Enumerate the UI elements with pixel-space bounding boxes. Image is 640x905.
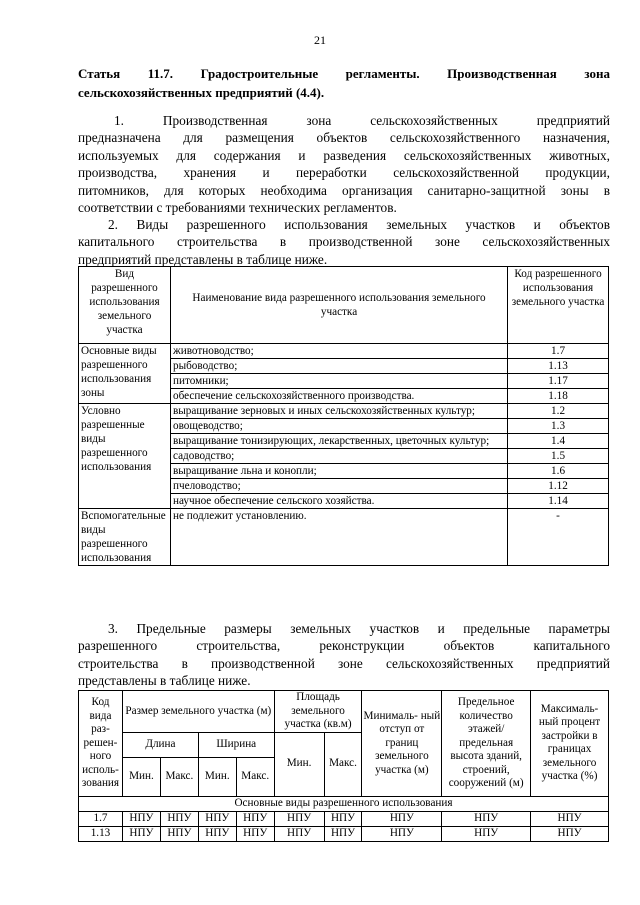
paragraph-line: капитального строительства в производственной зоне сельскохозяйственных — [78, 234, 610, 250]
use-code-cell: 1.7 — [508, 344, 609, 359]
article-title-line-2: сельскохозяйственных предприятий (4.4). — [78, 85, 325, 100]
paragraph-line: соответствии с требованиями технических регламентов. — [78, 200, 397, 216]
group-label-cell: Вспомогательные виды разрешенного использования — [79, 509, 171, 566]
section-row — [79, 796, 609, 811]
use-name-cell: выращивание зерновых и иных сельскохозяйственных культур; — [170, 404, 507, 419]
value-cell: НПУ — [160, 826, 198, 841]
table-header-row — [79, 267, 609, 344]
value-cell: НПУ — [324, 826, 362, 841]
value-cell: НПУ — [531, 811, 609, 826]
use-name-cell: научное обеспечение сельского хозяйства. — [170, 494, 507, 509]
header-cell-floors: Предельное количество этажей/ предельная высота зданий, строений, сооружений (м) — [442, 691, 531, 797]
header-cell-width: Ширина — [198, 732, 274, 757]
value-cell: НПУ — [160, 811, 198, 826]
header-cell-area-min: Мин. — [274, 732, 324, 796]
use-name-cell: пчеловодство; — [170, 479, 507, 494]
use-name-cell: животноводство; — [170, 344, 507, 359]
value-cell: НПУ — [198, 811, 236, 826]
paragraph-line: предприятий представлены в таблице ниже. — [78, 251, 328, 267]
paragraph-line: разрешенного строительства, реконструкции объектов капитального — [78, 638, 610, 654]
group-label-cell: Основные виды разрешенного использования зоны — [79, 344, 171, 404]
table-row — [79, 509, 609, 566]
code-cell: 1.7 — [79, 811, 123, 826]
use-code-cell: 1.6 — [508, 464, 609, 479]
use-name-cell: питомники; — [170, 374, 507, 389]
use-code-cell: - — [508, 509, 609, 566]
value-cell: НПУ — [531, 826, 609, 841]
paragraph-line: 1. Производственная зона сельскохозяйственных предприятий — [114, 113, 610, 128]
group-label-cell: Условно разрешенные виды разрешенного использования — [79, 404, 171, 509]
table-row — [79, 404, 609, 419]
paragraph-line: производства, хранения и переработки сельскохозяйственной продукции, — [78, 165, 610, 181]
value-cell: НПУ — [442, 826, 531, 841]
paragraph-line: строительства в производственной зоне сельскохозяйственных предприятий — [78, 655, 610, 671]
header-cell-setback: Минималь- ный отступ от границ земельного участка (м) — [362, 691, 442, 797]
table-row — [79, 811, 609, 826]
value-cell: НПУ — [442, 811, 531, 826]
paragraph-line: предназначена для размещения объектов сельскохозяйственного назначения, — [78, 130, 610, 146]
use-code-cell: 1.5 — [508, 449, 609, 464]
use-code-cell: 1.3 — [508, 419, 609, 434]
value-cell: НПУ — [274, 826, 324, 841]
paragraph-line: 2. Виды разрешенного использования земельных участков и объектов — [108, 217, 610, 232]
use-code-cell: 1.4 — [508, 434, 609, 449]
header-cell-width-min: Мин. — [198, 757, 236, 796]
value-cell: НПУ — [362, 826, 442, 841]
header-cell-percent: Максималь- ный процент застройки в границах земельного участка (%) — [531, 691, 609, 797]
paragraph-line: 3. Предельные размеры земельных участков и предельные параметры — [108, 621, 610, 636]
parameters-table — [78, 690, 609, 842]
header-cell: Код разрешенного использования земельного участка — [508, 267, 609, 344]
value-cell: НПУ — [236, 826, 274, 841]
value-cell: НПУ — [122, 826, 160, 841]
use-name-cell: рыбоводство; — [170, 359, 507, 374]
paragraph-1 — [78, 112, 610, 216]
table-row — [79, 344, 609, 359]
value-cell: НПУ — [198, 826, 236, 841]
page-number: 21 — [314, 33, 326, 47]
section-cell: Основные виды разрешенного использования — [79, 796, 609, 811]
use-name-cell: овощеводство; — [170, 419, 507, 434]
header-cell-area-max: Макс. — [324, 732, 362, 796]
header-cell: Вид разрешенного использования земельного участка — [79, 267, 171, 344]
use-name-cell: обеспечение сельскохозяйственного производства. — [170, 389, 507, 404]
use-name-cell: выращивание льна и конопли; — [170, 464, 507, 479]
paragraph-line: представлены в таблице ниже. — [78, 673, 251, 689]
use-code-cell: 1.2 — [508, 404, 609, 419]
article-title-line-1: Статья 11.7. Градостроительные регламенты. Производственная зона — [78, 66, 610, 81]
paragraph-line: питомников, для которых необходима организация санитарно-защитной зоны в — [78, 182, 610, 198]
value-cell: НПУ — [122, 811, 160, 826]
use-code-cell: 1.12 — [508, 479, 609, 494]
land-use-types-table — [78, 266, 609, 566]
table-row — [79, 826, 609, 841]
header-cell-code: Код вида раз- решен- ного исполь- зования — [79, 691, 123, 797]
value-cell: НПУ — [362, 811, 442, 826]
table-header-row — [79, 691, 609, 733]
paragraph-line: используемых для содержания и разведения сельскохозяйственных животных, — [78, 147, 610, 163]
paragraph-3 — [78, 620, 610, 690]
header-cell-area: Площадь земельного участка (кв.м) — [274, 691, 362, 733]
header-cell-length-max: Макс. — [160, 757, 198, 796]
header-cell-size: Размер земельного участка (м) — [122, 691, 274, 733]
value-cell: НПУ — [236, 811, 274, 826]
use-code-cell: 1.17 — [508, 374, 609, 389]
article-title — [78, 64, 610, 102]
use-code-cell: 1.18 — [508, 389, 609, 404]
use-name-cell: не подлежит установлению. — [170, 509, 507, 566]
use-name-cell: выращивание тонизирующих, лекарственных, цветочных культур; — [170, 434, 507, 449]
use-name-cell: садоводство; — [170, 449, 507, 464]
use-code-cell: 1.13 — [508, 359, 609, 374]
header-cell: Наименование вида разрешенного использования земельного участка — [170, 267, 507, 344]
header-cell-length-min: Мин. — [122, 757, 160, 796]
code-cell: 1.13 — [79, 826, 123, 841]
paragraph-2 — [78, 216, 610, 268]
header-cell-length: Длина — [122, 732, 198, 757]
use-code-cell: 1.14 — [508, 494, 609, 509]
value-cell: НПУ — [324, 811, 362, 826]
header-cell-width-max: Макс. — [236, 757, 274, 796]
value-cell: НПУ — [274, 811, 324, 826]
